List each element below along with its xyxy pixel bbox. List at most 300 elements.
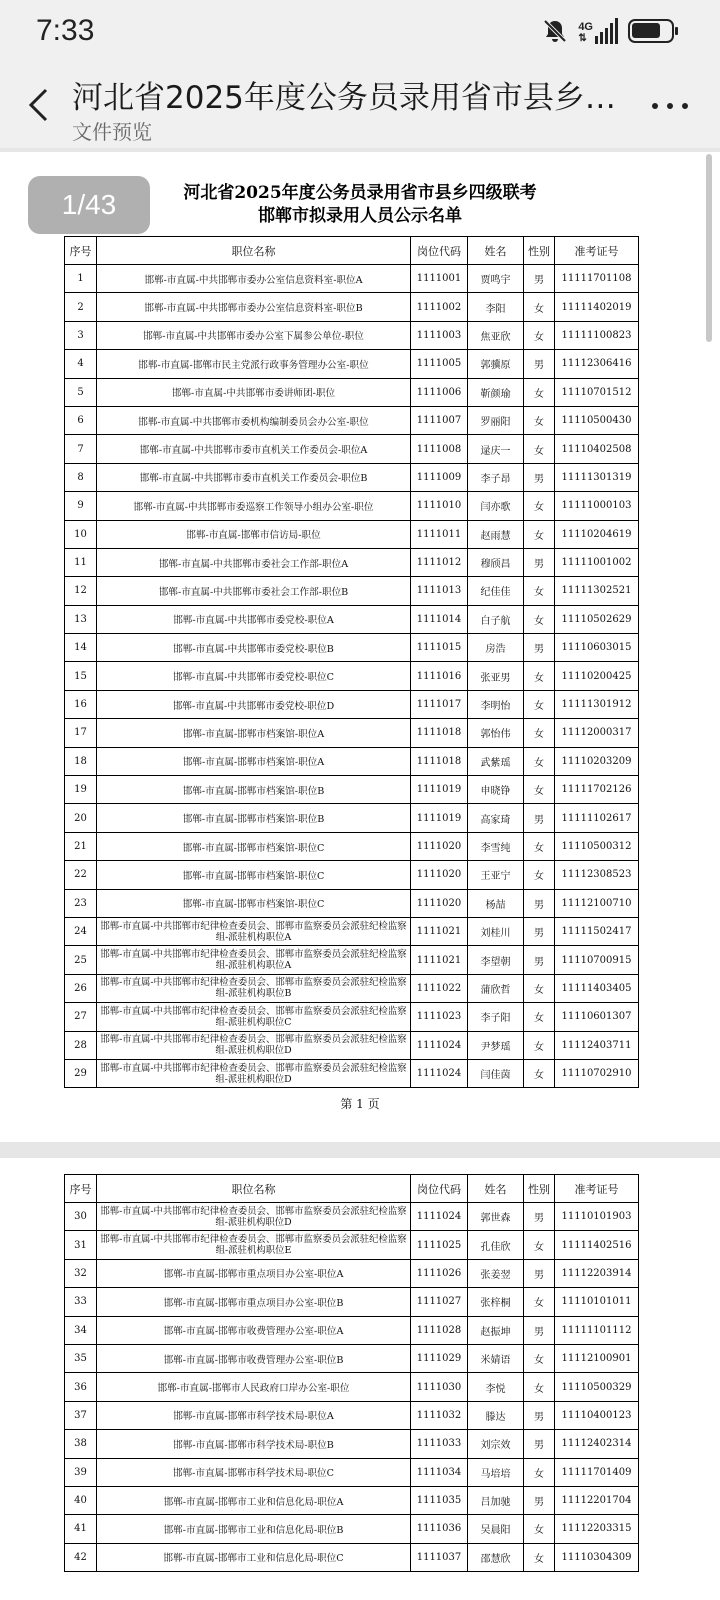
- cell-gender: 女: [524, 492, 555, 520]
- cell-position-code: 1111026: [411, 1259, 468, 1287]
- document-title-line2: 邯郸市拟录用人员公示名单: [258, 206, 462, 226]
- cell-row-number: 37: [65, 1401, 97, 1429]
- cell-row-number: 22: [65, 861, 97, 889]
- cell-position-code: 1111036: [411, 1515, 468, 1543]
- cell-position-code: 1111020: [411, 832, 468, 860]
- cell-exam-id: 11111403405: [555, 974, 639, 1002]
- cell-row-number: 14: [65, 634, 97, 662]
- cell-gender: 女: [524, 1031, 555, 1059]
- table-row: [65, 265, 639, 293]
- cell-position-code: 1111009: [411, 463, 468, 491]
- cell-candidate-name: 刘桂川: [468, 917, 524, 945]
- cell-position-name: 邯郸-市直属-邯郸市档案馆-职位B: [97, 804, 411, 832]
- cell-row-number: 31: [65, 1231, 97, 1259]
- table-row: [65, 1203, 639, 1231]
- cell-exam-id: 11110502629: [555, 605, 639, 633]
- cell-exam-id: 11112201704: [555, 1486, 639, 1514]
- cell-position-name: 邯郸-市直属-中共邯郸市委讲师团-职位: [97, 378, 411, 406]
- cell-row-number: 24: [65, 917, 97, 945]
- table-row: [65, 634, 639, 662]
- cell-gender: 男: [524, 946, 555, 974]
- cell-position-name: 邯郸-市直属-邯郸市科学技术局-职位B: [97, 1430, 411, 1458]
- cell-position-code: 1111023: [411, 1003, 468, 1031]
- cell-position-code: 1111019: [411, 804, 468, 832]
- cell-row-number: 34: [65, 1316, 97, 1344]
- cell-position-code: 1111019: [411, 776, 468, 804]
- cell-position-code: 1111010: [411, 492, 468, 520]
- cell-exam-id: 11112403711: [555, 1031, 639, 1059]
- cell-gender: 女: [524, 435, 555, 463]
- cell-position-name: 邯郸-市直属-邯郸市档案馆-职位C: [97, 832, 411, 860]
- cell-exam-id: 11110204619: [555, 520, 639, 548]
- cell-row-number: 11: [65, 548, 97, 576]
- cell-position-code: 1111028: [411, 1316, 468, 1344]
- cell-exam-id: 11111302521: [555, 577, 639, 605]
- cell-gender: 女: [524, 1543, 555, 1571]
- cell-gender: 男: [524, 350, 555, 378]
- cell-gender: 女: [524, 974, 555, 1002]
- chevron-left-icon: [26, 87, 50, 123]
- data-arrows-icon: ⇅: [578, 33, 587, 44]
- cell-exam-id: 11111402019: [555, 293, 639, 321]
- cell-candidate-name: 赵振坤: [468, 1316, 524, 1344]
- more-dot-icon: [667, 103, 673, 109]
- column-header-exam-id: 准考证号: [555, 1175, 639, 1203]
- table-row: [65, 492, 639, 520]
- cell-exam-id: 11111301912: [555, 690, 639, 718]
- column-header-position-name: 职位名称: [97, 237, 411, 265]
- table-row: [65, 719, 639, 747]
- cell-position-name: 邯郸-市直属-中共邯郸市委党校-职位D: [97, 690, 411, 718]
- cell-gender: 男: [524, 1401, 555, 1429]
- cell-candidate-name: 吴晨阳: [468, 1515, 524, 1543]
- cell-position-code: 1111033: [411, 1430, 468, 1458]
- cell-position-code: 1111024: [411, 1203, 468, 1231]
- cell-exam-id: 11111001002: [555, 548, 639, 576]
- cell-position-name: 邯郸-市直属-中共邯郸市委办公室信息资料室-职位A: [97, 265, 411, 293]
- cell-candidate-name: 郭世森: [468, 1203, 524, 1231]
- cell-exam-id: 11110304309: [555, 1543, 639, 1571]
- cell-position-code: 1111020: [411, 889, 468, 917]
- cell-position-code: 1111018: [411, 719, 468, 747]
- cell-candidate-name: 李悦: [468, 1373, 524, 1401]
- table-row: [65, 946, 639, 974]
- cell-position-name: 邯郸-市直属-中共邯郸市纪律检查委员会、邯郸市监察委员会派驻纪检监察组-派驻机构职位A: [97, 946, 411, 974]
- cell-exam-id: 11111101112: [555, 1316, 639, 1344]
- table-row: [65, 1316, 639, 1344]
- cell-position-code: 1111029: [411, 1344, 468, 1372]
- cell-gender: 女: [524, 293, 555, 321]
- cell-position-name: 邯郸-市直属-中共邯郸市纪律检查委员会、邯郸市监察委员会派驻纪检监察组-派驻机构职位C: [97, 1003, 411, 1031]
- cell-candidate-name: 靳颜瑜: [468, 378, 524, 406]
- cell-position-code: 1111016: [411, 662, 468, 690]
- cell-row-number: 19: [65, 776, 97, 804]
- cell-gender: 女: [524, 406, 555, 434]
- cell-exam-id: 11110500329: [555, 1373, 639, 1401]
- cell-gender: 男: [524, 1259, 555, 1287]
- file-subtitle: 文件预览: [72, 120, 152, 144]
- cell-exam-id: 11112402314: [555, 1430, 639, 1458]
- cell-position-name: 邯郸-市直属-中共邯郸市委党校-职位C: [97, 662, 411, 690]
- cell-gender: 女: [524, 605, 555, 633]
- cell-candidate-name: 马培培: [468, 1458, 524, 1486]
- cell-exam-id: 11110603015: [555, 634, 639, 662]
- cell-position-name: 邯郸-市直属-邯郸市信访局-职位: [97, 520, 411, 548]
- cell-position-code: 1111037: [411, 1543, 468, 1571]
- cell-position-code: 1111011: [411, 520, 468, 548]
- cell-row-number: 5: [65, 378, 97, 406]
- cell-exam-id: 11110601307: [555, 1003, 639, 1031]
- table-row: [65, 1344, 639, 1372]
- cell-position-name: 邯郸-市直属-邯郸市重点项目办公室-职位A: [97, 1259, 411, 1287]
- page-number: 第 1 页: [340, 1097, 380, 1111]
- cell-gender: 女: [524, 1231, 555, 1259]
- cell-gender: 男: [524, 1203, 555, 1231]
- cell-candidate-name: 穆颀昌: [468, 548, 524, 576]
- column-header-gender: 性别: [524, 1175, 555, 1203]
- cell-gender: 女: [524, 832, 555, 860]
- table-row: [65, 832, 639, 860]
- table-row: [65, 662, 639, 690]
- cell-position-name: 邯郸-市直属-中共邯郸市委党校-职位B: [97, 634, 411, 662]
- cell-row-number: 30: [65, 1203, 97, 1231]
- cell-exam-id: 11111000103: [555, 492, 639, 520]
- cell-candidate-name: 房浩: [468, 634, 524, 662]
- cell-exam-id: 11111102617: [555, 804, 639, 832]
- cell-row-number: 4: [65, 350, 97, 378]
- cell-gender: 女: [524, 1059, 555, 1087]
- table-row: [65, 406, 639, 434]
- table-row: [65, 605, 639, 633]
- column-header-exam-id: 准考证号: [555, 237, 639, 265]
- table-row: [65, 747, 639, 775]
- column-header-position-code: 岗位代码: [411, 1175, 468, 1203]
- table-row: [65, 1430, 639, 1458]
- table-row: [65, 1373, 639, 1401]
- cell-position-code: 1111014: [411, 605, 468, 633]
- cell-candidate-name: 滕达: [468, 1401, 524, 1429]
- cell-exam-id: 11112308523: [555, 861, 639, 889]
- cell-row-number: 9: [65, 492, 97, 520]
- cell-position-name: 邯郸-市直属-中共邯郸市委市直机关工作委员会-职位B: [97, 463, 411, 491]
- status-time: 7:33: [36, 14, 95, 47]
- column-header-position-name: 职位名称: [97, 1175, 411, 1203]
- file-title: 河北省2025年度公务员录用省市县乡…: [72, 80, 616, 116]
- cell-position-name: 邯郸-市直属-中共邯郸市委机构编制委员会办公室-职位: [97, 406, 411, 434]
- cell-position-name: 邯郸-市直属-中共邯郸市委办公室下属参公单位-职位: [97, 321, 411, 349]
- table-row: [65, 889, 639, 917]
- cell-exam-id: 11110700915: [555, 946, 639, 974]
- more-dot-icon: [682, 103, 688, 109]
- cell-position-code: 1111024: [411, 1059, 468, 1087]
- cell-gender: 女: [524, 321, 555, 349]
- cell-row-number: 6: [65, 406, 97, 434]
- cell-exam-id: 11112203914: [555, 1259, 639, 1287]
- cell-candidate-name: 逯庆一: [468, 435, 524, 463]
- table-row: [65, 1515, 639, 1543]
- cell-candidate-name: 李子阳: [468, 1003, 524, 1031]
- cell-gender: 男: [524, 463, 555, 491]
- table-row: [65, 1259, 639, 1287]
- cell-position-code: 1111025: [411, 1231, 468, 1259]
- cell-row-number: 13: [65, 605, 97, 633]
- network-indicator: [578, 18, 618, 44]
- table-row: [65, 690, 639, 718]
- table-row: [65, 1401, 639, 1429]
- cell-candidate-name: 闫佳茵: [468, 1059, 524, 1087]
- cell-row-number: 27: [65, 1003, 97, 1031]
- document-viewer[interactable]: [0, 148, 720, 1600]
- table-row: [65, 463, 639, 491]
- cell-candidate-name: 李阳: [468, 293, 524, 321]
- cell-gender: 女: [524, 747, 555, 775]
- cell-position-code: 1111002: [411, 293, 468, 321]
- cell-position-code: 1111005: [411, 350, 468, 378]
- cell-position-name: 邯郸-市直属-中共邯郸市纪律检查委员会、邯郸市监察委员会派驻纪检监察组-派驻机构职位D: [97, 1031, 411, 1059]
- table-row: [65, 861, 639, 889]
- cell-position-name: 邯郸-市直属-邯郸市工业和信息化局-职位A: [97, 1486, 411, 1514]
- cell-row-number: 7: [65, 435, 97, 463]
- status-icons: [542, 18, 674, 44]
- cell-position-code: 1111018: [411, 747, 468, 775]
- cell-candidate-name: 米婧语: [468, 1344, 524, 1372]
- table-row: [65, 293, 639, 321]
- cell-row-number: 33: [65, 1288, 97, 1316]
- cell-exam-id: 11111701409: [555, 1458, 639, 1486]
- cell-position-code: 1111022: [411, 974, 468, 1002]
- more-dot-icon: [652, 103, 658, 109]
- cell-exam-id: 11111100823: [555, 321, 639, 349]
- cell-position-name: 邯郸-市直属-邯郸市档案馆-职位A: [97, 719, 411, 747]
- table-row: [65, 1486, 639, 1514]
- cell-exam-id: 11110203209: [555, 747, 639, 775]
- cell-row-number: 15: [65, 662, 97, 690]
- cell-row-number: 35: [65, 1344, 97, 1372]
- table-row: [65, 1003, 639, 1031]
- column-header-candidate-name: 姓名: [468, 237, 524, 265]
- cell-position-name: 邯郸-市直属-邯郸市科学技术局-职位C: [97, 1458, 411, 1486]
- cell-gender: 女: [524, 1515, 555, 1543]
- cell-gender: 女: [524, 776, 555, 804]
- cell-row-number: 23: [65, 889, 97, 917]
- table-row: [65, 1031, 639, 1059]
- cell-candidate-name: 李望朝: [468, 946, 524, 974]
- table-row: [65, 378, 639, 406]
- battery-icon: [628, 19, 674, 43]
- cell-position-name: 邯郸-市直属-中共邯郸市委社会工作部-职位B: [97, 577, 411, 605]
- cell-exam-id: 11110500312: [555, 832, 639, 860]
- table-row: [65, 1458, 639, 1486]
- cell-candidate-name: 尹梦瑶: [468, 1031, 524, 1059]
- table-row: [65, 1543, 639, 1571]
- cell-candidate-name: 纪佳佳: [468, 577, 524, 605]
- cell-row-number: 38: [65, 1430, 97, 1458]
- document-page-1: [0, 152, 720, 1142]
- bell-muted-icon: [542, 18, 568, 44]
- page-indicator: 1/43: [28, 176, 150, 234]
- cell-candidate-name: 李雪纯: [468, 832, 524, 860]
- cell-gender: 男: [524, 1486, 555, 1514]
- cell-candidate-name: 张姜翌: [468, 1259, 524, 1287]
- cell-exam-id: 11110500430: [555, 406, 639, 434]
- cell-row-number: 10: [65, 520, 97, 548]
- cell-position-name: 邯郸-市直属-中共邯郸市纪律检查委员会、邯郸市监察委员会派驻纪检监察组-派驻机构职位B: [97, 974, 411, 1002]
- cell-position-code: 1111021: [411, 917, 468, 945]
- more-options-button[interactable]: [652, 94, 688, 118]
- cell-gender: 男: [524, 634, 555, 662]
- table-row: [65, 804, 639, 832]
- cell-candidate-name: 李子昂: [468, 463, 524, 491]
- document-page-2: [0, 1158, 720, 1600]
- cell-gender: 女: [524, 719, 555, 747]
- cell-position-name: 邯郸-市直属-邯郸市工业和信息化局-职位C: [97, 1543, 411, 1571]
- cell-row-number: 21: [65, 832, 97, 860]
- cell-position-code: 1111032: [411, 1401, 468, 1429]
- cell-exam-id: 11110402508: [555, 435, 639, 463]
- column-header-position-code: 岗位代码: [411, 237, 468, 265]
- cell-candidate-name: 赵雨慧: [468, 520, 524, 548]
- table-header-row: [65, 1175, 639, 1203]
- cell-position-code: 1111003: [411, 321, 468, 349]
- cell-position-name: 邯郸-市直属-邯郸市工业和信息化局-职位B: [97, 1515, 411, 1543]
- table-row: [65, 1231, 639, 1259]
- table-row: [65, 548, 639, 576]
- cell-gender: 女: [524, 1458, 555, 1486]
- cell-exam-id: 11111502417: [555, 917, 639, 945]
- table-row: [65, 974, 639, 1002]
- cell-position-code: 1111030: [411, 1373, 468, 1401]
- cell-row-number: 20: [65, 804, 97, 832]
- table-row: [65, 917, 639, 945]
- status-bar: [0, 0, 720, 62]
- cell-gender: 男: [524, 265, 555, 293]
- cell-candidate-name: 郭骥原: [468, 350, 524, 378]
- cell-row-number: 36: [65, 1373, 97, 1401]
- cell-candidate-name: 张梓桐: [468, 1288, 524, 1316]
- cell-exam-id: 11112306416: [555, 350, 639, 378]
- cell-candidate-name: 闫亦歌: [468, 492, 524, 520]
- cell-candidate-name: 张亚男: [468, 662, 524, 690]
- cell-position-code: 1111012: [411, 548, 468, 576]
- cell-candidate-name: 邵慧欣: [468, 1543, 524, 1571]
- cell-position-name: 邯郸-市直属-中共邯郸市纪律检查委员会、邯郸市监察委员会派驻纪检监察组-派驻机构职位D: [97, 1203, 411, 1231]
- cell-candidate-name: 高家琦: [468, 804, 524, 832]
- cell-position-name: 邯郸-市直属-邯郸市重点项目办公室-职位B: [97, 1288, 411, 1316]
- cell-gender: 女: [524, 1373, 555, 1401]
- cell-row-number: 8: [65, 463, 97, 491]
- cell-gender: 男: [524, 804, 555, 832]
- table-row: [65, 520, 639, 548]
- cell-candidate-name: 蒲欣哲: [468, 974, 524, 1002]
- cell-position-name: 邯郸-市直属-中共邯郸市纪律检查委员会、邯郸市监察委员会派驻纪检监察组-派驻机构职位D: [97, 1059, 411, 1087]
- cell-exam-id: 11112000317: [555, 719, 639, 747]
- cell-exam-id: 11110400123: [555, 1401, 639, 1429]
- cell-candidate-name: 郭怡伟: [468, 719, 524, 747]
- table-row: [65, 435, 639, 463]
- cell-position-code: 1111024: [411, 1031, 468, 1059]
- cell-row-number: 39: [65, 1458, 97, 1486]
- cell-candidate-name: 吕加驰: [468, 1486, 524, 1514]
- document-title: [160, 182, 560, 228]
- table-row: [65, 1288, 639, 1316]
- cell-candidate-name: 白子航: [468, 605, 524, 633]
- cell-exam-id: 11111402516: [555, 1231, 639, 1259]
- column-header-gender: 性别: [524, 237, 555, 265]
- cell-candidate-name: 王亚宁: [468, 861, 524, 889]
- cell-position-name: 邯郸-市直属-邯郸市民主党派行政事务管理办公室-职位: [97, 350, 411, 378]
- cell-position-name: 邯郸-市直属-邯郸市档案馆-职位A: [97, 747, 411, 775]
- cell-exam-id: 11110101903: [555, 1203, 639, 1231]
- cell-candidate-name: 杨喆: [468, 889, 524, 917]
- table-row: [65, 776, 639, 804]
- network-type: 4G: [578, 21, 593, 33]
- cell-exam-id: 11111702126: [555, 776, 639, 804]
- cell-position-code: 1111015: [411, 634, 468, 662]
- cell-candidate-name: 孔佳欣: [468, 1231, 524, 1259]
- cell-row-number: 1: [65, 265, 97, 293]
- scrollbar[interactable]: [706, 154, 712, 342]
- cell-candidate-name: 申晓铮: [468, 776, 524, 804]
- cell-row-number: 42: [65, 1543, 97, 1571]
- cell-position-name: 邯郸-市直属-中共邯郸市委党校-职位A: [97, 605, 411, 633]
- cell-candidate-name: 刘宗效: [468, 1430, 524, 1458]
- cell-exam-id: 11110200425: [555, 662, 639, 690]
- cell-position-name: 邯郸-市直属-邯郸市人民政府口岸办公室-职位: [97, 1373, 411, 1401]
- cell-gender: 男: [524, 1430, 555, 1458]
- candidates-table-page-1: [64, 236, 639, 1088]
- column-header-candidate-name: 姓名: [468, 1175, 524, 1203]
- cell-row-number: 26: [65, 974, 97, 1002]
- back-button[interactable]: [18, 80, 58, 130]
- cell-exam-id: 11111701108: [555, 265, 639, 293]
- cell-gender: 女: [524, 520, 555, 548]
- cell-gender: 男: [524, 889, 555, 917]
- signal-icon: [595, 18, 618, 44]
- cell-candidate-name: 武紫瑶: [468, 747, 524, 775]
- cell-row-number: 25: [65, 946, 97, 974]
- cell-exam-id: 11112203315: [555, 1515, 639, 1543]
- cell-position-name: 邯郸-市直属-中共邯郸市纪律检查委员会、邯郸市监察委员会派驻纪检监察组-派驻机构职位A: [97, 917, 411, 945]
- cell-position-name: 邯郸-市直属-邯郸市档案馆-职位B: [97, 776, 411, 804]
- document-title-line1: 河北省2025年度公务员录用省市县乡四级联考: [183, 183, 537, 203]
- cell-position-name: 邯郸-市直属-邯郸市收费管理办公室-职位B: [97, 1344, 411, 1372]
- cell-position-name: 邯郸-市直属-中共邯郸市委市直机关工作委员会-职位A: [97, 435, 411, 463]
- cell-row-number: 3: [65, 321, 97, 349]
- cell-exam-id: 11110101011: [555, 1288, 639, 1316]
- cell-row-number: 18: [65, 747, 97, 775]
- cell-position-code: 1111006: [411, 378, 468, 406]
- cell-position-code: 1111013: [411, 577, 468, 605]
- cell-candidate-name: 李明怡: [468, 690, 524, 718]
- cell-gender: 女: [524, 662, 555, 690]
- cell-position-name: 邯郸-市直属-邯郸市档案馆-职位C: [97, 861, 411, 889]
- cell-row-number: 41: [65, 1515, 97, 1543]
- table-row: [65, 350, 639, 378]
- cell-position-code: 1111001: [411, 265, 468, 293]
- app-header: [0, 62, 720, 148]
- cell-exam-id: 11110701512: [555, 378, 639, 406]
- cell-position-code: 1111027: [411, 1288, 468, 1316]
- cell-gender: 男: [524, 917, 555, 945]
- table-row: [65, 321, 639, 349]
- cell-position-name: 邯郸-市直属-邯郸市收费管理办公室-职位A: [97, 1316, 411, 1344]
- cell-exam-id: 11112100710: [555, 889, 639, 917]
- cell-gender: 女: [524, 1288, 555, 1316]
- cell-position-code: 1111008: [411, 435, 468, 463]
- cell-gender: 女: [524, 378, 555, 406]
- cell-position-code: 1111035: [411, 1486, 468, 1514]
- table-header-row: [65, 237, 639, 265]
